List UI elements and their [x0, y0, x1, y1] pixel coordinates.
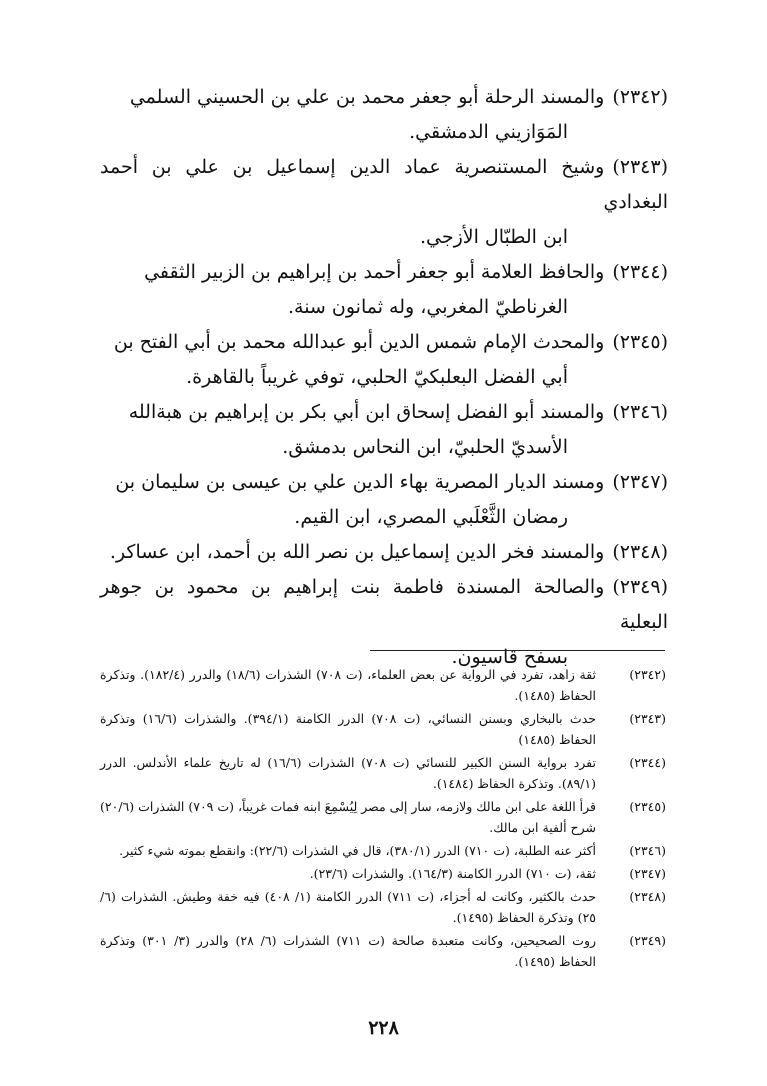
entry-number: (٢٣٤٦) — [612, 401, 668, 423]
footnote-text: قرأ اللغة على ابن مالك ولازمه، سار إلى مصر لِيُسْمِعَ ابنه فمات غريباً، (ت ٧٠٩) الشذرات (٢٠/٦) شرح ألفية ابن مالك. — [100, 799, 596, 835]
entry-number: (٢٣٤٤) — [612, 261, 668, 283]
entry-continuation: أبي الفضل البعلبكيّ الحلبي، توفي غريباً بالقاهرة. — [186, 366, 568, 388]
entry-continuation: رمضان الثَّعْلَبي المصري، ابن القيم. — [294, 506, 568, 528]
footnote-text: ثقة زاهد، تفرد في الرواية عن بعض العلماء، (ت ٧٠٨) الشذرات (١٨/٦) والدرر (١٨٢/٤). وتذكرة الحفاظ (١٤٨٥). — [100, 667, 596, 703]
entry-text: والحافظ العلامة أبو جعفر أحمد بن إبراهيم بن الزبير الثقفي — [144, 261, 605, 283]
footnote-2348 — [100, 886, 666, 928]
footnote-text: ثقة، (ت ٧١٠) الدرر الكامنة (١٦٤/٣). والشذرات (٢٣/٦). — [309, 866, 596, 881]
entry-2345 — [100, 325, 668, 395]
footnote-2347 — [100, 863, 666, 884]
entry-continuation: بسفح قاسيون. — [451, 646, 568, 668]
entry-2347 — [100, 465, 668, 535]
footnote-2342 — [100, 664, 666, 706]
footnote-divider — [370, 650, 665, 651]
entry-text: ومسند الديار المصرية بهاء الدين علي بن عيسى بن سليمان بن — [115, 471, 605, 493]
main-text — [100, 80, 668, 675]
footnote-number: (٢٣٤٩) — [629, 933, 666, 948]
footnote-2345 — [100, 796, 666, 838]
entry-2349 — [100, 570, 668, 675]
entry-2342 — [100, 80, 668, 150]
entry-continuation: الغرناطيّ المغربي، وله ثمانون سنة. — [287, 296, 568, 318]
footnote-number: (٢٣٤٧) — [629, 866, 666, 881]
footnote-text: حدث بالكثير، وكانت له أجزاء، (ت ٧١١) الدرر الكامنة (١/ ٤٠٨) فيه خفة وطيش. الشذرات (٦/ ٢٥) وتذكرة الحفاظ (١٤٩٥). — [100, 889, 597, 925]
footnote-number: (٢٣٤٨) — [629, 889, 666, 904]
entry-text: والمسند أبو الفضل إسحاق ابن أبي بكر بن إبراهيم بن هبةالله — [128, 401, 605, 423]
entry-text: والمسند فخر الدين إسماعيل بن نصر الله بن أحمد، ابن عساكر. — [109, 541, 605, 563]
footnote-text: روت الصحيحين، وكانت متعبدة صالحة (ت ٧١١) الشذرات (٦/ ٢٨) والدرر (٣/ ٣٠١) وتذكرة الحفاظ (١٤٩٥). — [100, 933, 597, 969]
entry-continuation: الأسديّ الحلبيّ، ابن النحاس بدمشق. — [282, 436, 568, 458]
entry-continuation: المَوَازيني الدمشقي. — [409, 121, 568, 143]
page-number: ٢٢٨ — [368, 1017, 399, 1039]
footnote-number: (٢٣٤٤) — [629, 755, 666, 770]
entry-text: والصالحة المسندة فاطمة بنت إبراهيم بن محمود بن جوهر البعلية — [100, 576, 668, 633]
entry-text: والمحدث الإمام شمس الدين أبو عبدالله محمد بن أبي الفتح بن — [113, 331, 605, 353]
entry-2344 — [100, 255, 668, 325]
footnote-text: تفرد برواية السنن الكبير للنسائي (ت ٧٠٨) الشذرات (١٦/٦) له تاريخ علماء الأندلس. الدرر (٨٩/١). وتذكرة الحفاظ (١٤٨٤). — [100, 755, 596, 791]
entry-number: (٢٣٤٢) — [612, 86, 668, 108]
entry-number: (٢٣٤٥) — [612, 331, 668, 353]
entry-continuation: ابن الطبّال الأزجي. — [419, 226, 568, 248]
footnote-number: (٢٣٤٣) — [629, 711, 666, 726]
entry-2348 — [100, 535, 668, 570]
footnote-2349 — [100, 930, 666, 972]
entry-number: (٢٣٤٧) — [612, 471, 668, 493]
footnote-number: (٢٣٤٥) — [629, 799, 666, 814]
entry-number: (٢٣٤٣) — [612, 156, 668, 178]
entry-text: والمسند الرحلة أبو جعفر محمد بن علي بن الحسيني السلمي — [129, 86, 605, 108]
footnote-number: (٢٣٤٢) — [629, 667, 666, 682]
entry-2346 — [100, 395, 668, 465]
entry-number: (٢٣٤٩) — [612, 576, 668, 598]
entry-number: (٢٣٤٨) — [612, 541, 668, 563]
entry-text: وشيخ المستنصرية عماد الدين إسماعيل بن علي بن أحمد البغدادي — [100, 156, 668, 213]
footnote-2343 — [100, 708, 666, 750]
footnote-number: (٢٣٤٦) — [629, 843, 666, 858]
footnotes — [100, 664, 666, 974]
footnote-2346 — [100, 840, 666, 861]
entry-2343 — [100, 150, 668, 255]
footnote-text: حدث بالبخاري وبسنن النسائي، (ت ٧٠٨) الدرر الكامنة (٣٩٤/١). والشذرات (١٦/٦) وتذكرة الحفاظ (١٤٨٥) — [100, 711, 596, 747]
footnote-text: أكثر عنه الطلبة، (ت ٧١٠) الدرر (٣٨٠/١)، قال في الشذرات (٢٢/٦): وانقطع بموته شيء كثير. — [119, 843, 596, 858]
footnote-2344 — [100, 752, 666, 794]
